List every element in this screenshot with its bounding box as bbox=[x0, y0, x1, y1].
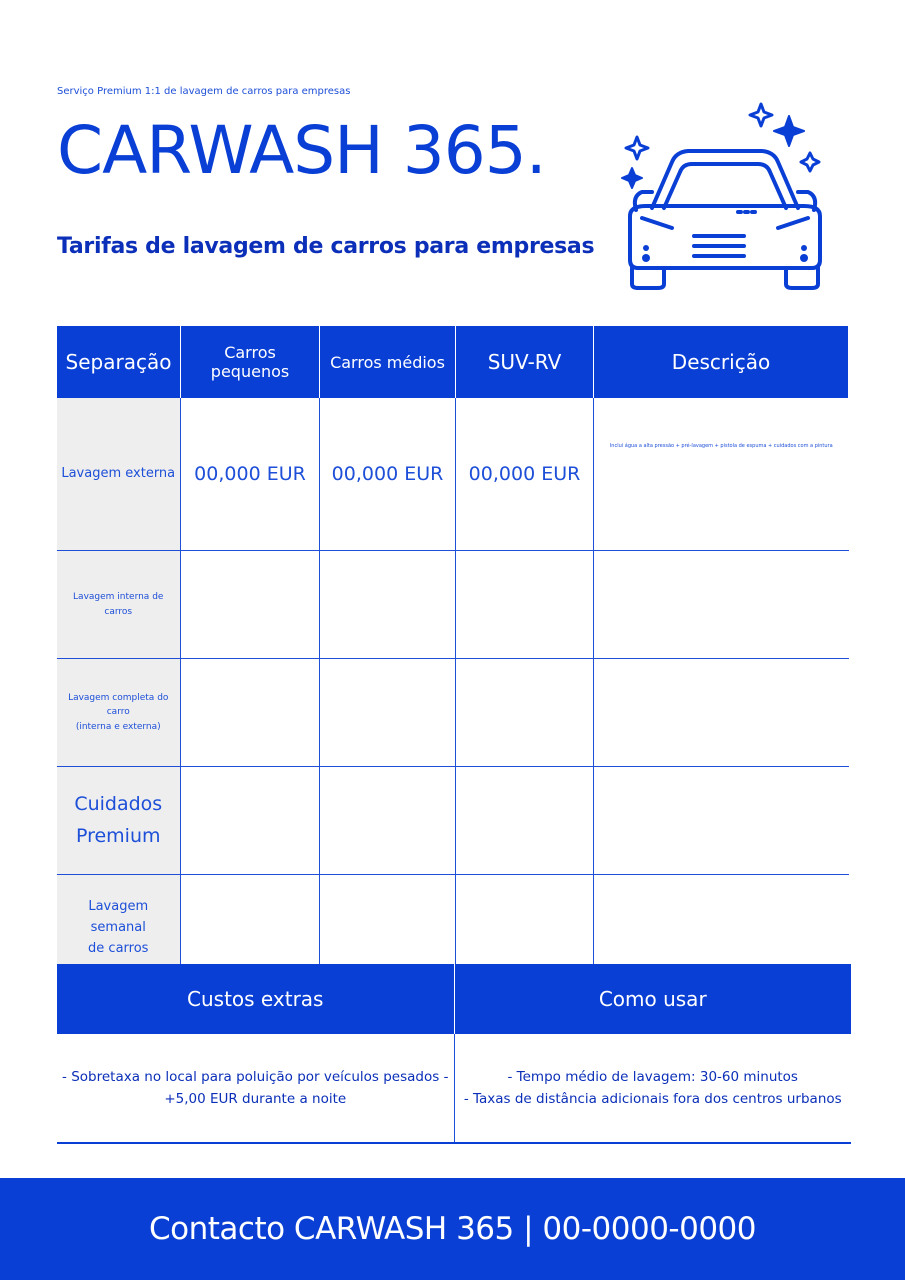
col-header-how-to-use: Como usar bbox=[454, 964, 851, 1034]
price-small bbox=[181, 767, 320, 875]
row-label-line: Lavagem completa do carro bbox=[68, 692, 169, 718]
contact-text: Contacto CARWASH 365 | 00-0000-0000 bbox=[149, 1211, 756, 1247]
col-header-description: Descrição bbox=[594, 326, 849, 398]
tagline: Serviço Premium 1:1 de lavagem de carros para empresas bbox=[57, 86, 351, 97]
price-suv bbox=[456, 551, 594, 659]
rates-table bbox=[56, 326, 849, 984]
price-suv: 00,000 EUR bbox=[456, 398, 594, 551]
price-suv bbox=[456, 659, 594, 767]
extras-table bbox=[57, 964, 851, 1144]
price-medium bbox=[320, 659, 456, 767]
table-row bbox=[57, 1034, 851, 1143]
col-header-separation: Separação bbox=[57, 326, 181, 398]
row-label-interior-wash: Lavagem interna de carros bbox=[57, 551, 181, 659]
row-label-line: de carros bbox=[88, 940, 149, 956]
col-header-extra-costs: Custos extras bbox=[57, 964, 454, 1034]
how-to-use-line: - Taxas de distância adicionais fora dos centros urbanos bbox=[463, 1091, 842, 1107]
row-label-external-wash: Lavagem externa bbox=[57, 398, 181, 551]
row-label-line: Premium bbox=[75, 824, 161, 847]
table-row bbox=[57, 551, 849, 659]
page-subtitle: Tarifas de lavagem de carros para empresas bbox=[57, 234, 595, 259]
price-medium: 00,000 EUR bbox=[320, 398, 456, 551]
extra-costs-line: - Sobretaxa no local para poluição por veículos pesados - bbox=[62, 1068, 449, 1085]
price-medium bbox=[320, 767, 456, 875]
how-to-use-line: - Tempo médio de lavagem: 30-60 minutos bbox=[507, 1068, 798, 1085]
description-cell bbox=[594, 551, 849, 659]
brand-title: CARWASH 365. bbox=[57, 112, 546, 189]
table-row bbox=[57, 659, 849, 767]
table-row bbox=[57, 398, 849, 551]
rates-header-row bbox=[57, 326, 849, 398]
row-label-line: Lavagem semanal bbox=[88, 899, 149, 936]
description-cell: Inclui água a alta pressão + pré-lavagem + pistola de espuma + cuidados com a pintura bbox=[594, 398, 849, 551]
description-cell bbox=[594, 659, 849, 767]
contact-footer bbox=[0, 1178, 905, 1280]
description-cell bbox=[594, 767, 849, 875]
price-small: 00,000 EUR bbox=[181, 398, 320, 551]
price-small bbox=[181, 659, 320, 767]
price-suv bbox=[456, 767, 594, 875]
extras-header-row bbox=[57, 964, 851, 1034]
col-header-medium-cars: Carros médios bbox=[320, 326, 456, 398]
extra-costs-cell bbox=[57, 1034, 454, 1143]
how-to-use-cell bbox=[454, 1034, 851, 1143]
table-row bbox=[57, 767, 849, 875]
row-label-premium-care bbox=[57, 767, 181, 875]
price-small bbox=[181, 551, 320, 659]
row-label-line: Cuidados bbox=[74, 793, 163, 816]
row-label-line: (interna e externa) bbox=[75, 721, 161, 732]
col-header-suv-rv: SUV-RV bbox=[456, 326, 594, 398]
row-label-full-wash bbox=[57, 659, 181, 767]
car-with-sparkles-icon bbox=[612, 100, 832, 295]
price-medium bbox=[320, 551, 456, 659]
extra-costs-line: +5,00 EUR durante a noite bbox=[164, 1091, 347, 1107]
col-header-small-cars: Carros pequenos bbox=[181, 326, 320, 398]
